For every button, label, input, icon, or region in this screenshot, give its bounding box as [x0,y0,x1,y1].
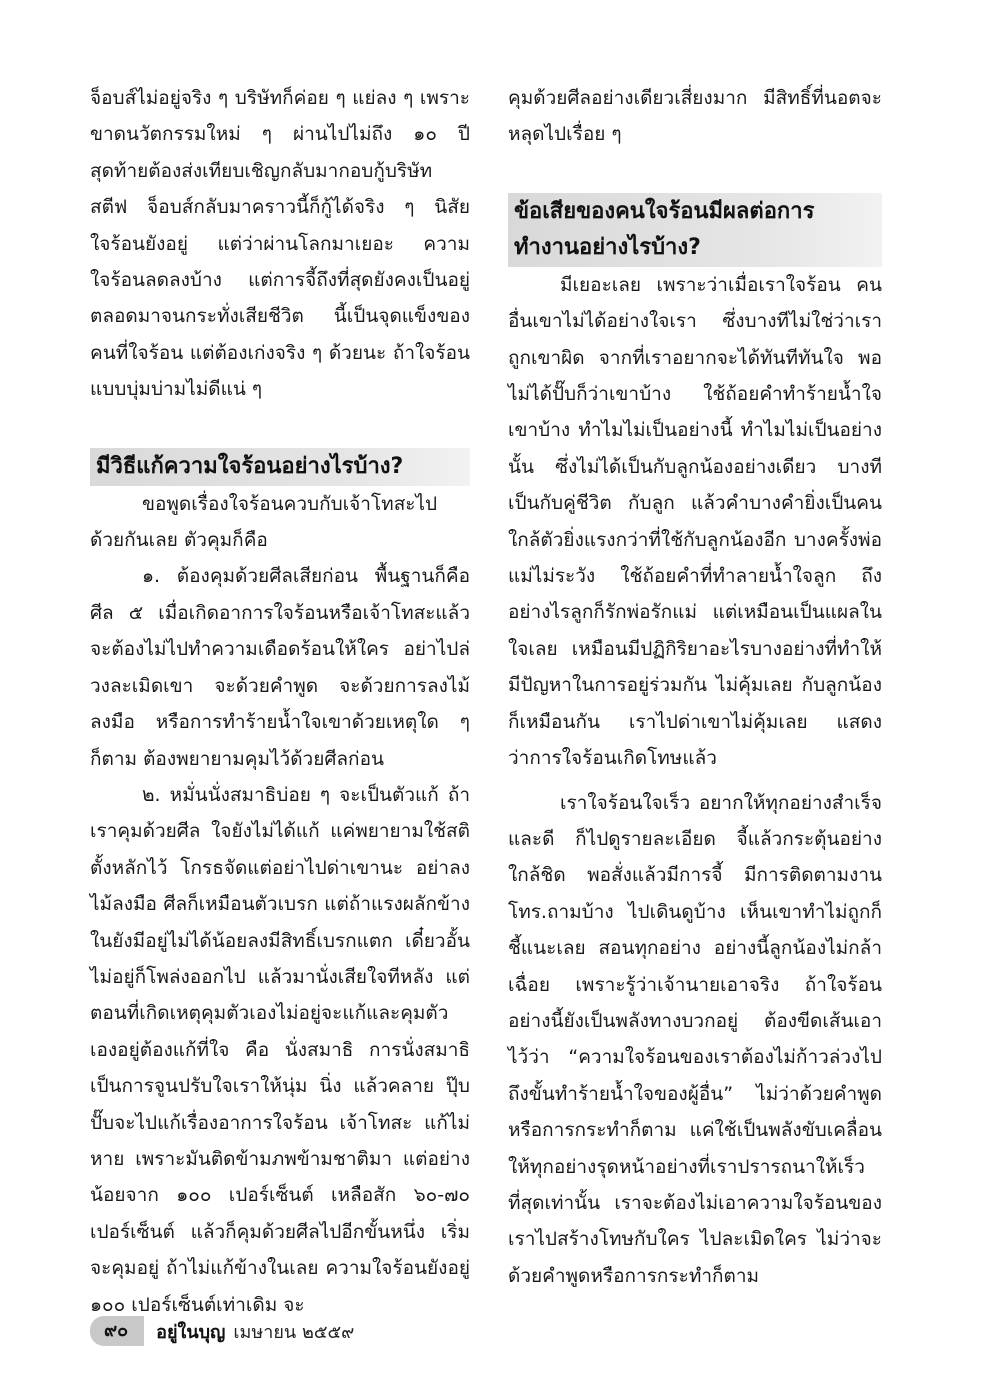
left-paragraph-1: ขอพูดเรื่องใจร้อนควบกับเจ้าโทสะไปด้วยกันเลย ตัวคุมก็คือ [90,492,438,552]
right-section-heading: ข้อเสียของคนใจร้อนมีผลต่อการทำงานอย่างไรบ้าง? [508,193,882,267]
magazine-name: อยู่ในบุญ [156,1321,226,1343]
issue-date: เมษายน ๒๕๕๙ [233,1321,355,1343]
right-paragraph-2: เราใจร้อนใจเร็ว อยากให้ทุกอย่างสำเร็จและดี ก็ไปดูรายละเอียด จี้แล้วกระตุ้นอย่างใกล้ชิด พอสั่งแล้วมีการจี้ มีการติดตามงาน โทร.ถามบ้าง ไปเดินดูบ้าง เห็นเขาทำไม่ถูกก็ชี้แนะเลย สอนทุกอย่าง อย่างนี้ลูกน้องไม่กล้าเฉื่อย เพราะรู้ว่าเจ้านายเอาจริง ถ้าใจร้อนอย่างนี้ยังเป็นพลังทางบวกอยู่ ต้องขีดเส้นเอาไว้ว่า “ความใจร้อนของเราต้องไม่ก้าวล่วงไปถึงขั้นทำร้ายน้ำใจของผู้อื่น” ไม่ว่าด้วยคำพูดหรือการกระทำก็ตาม แค่ใช้เป็นพลังขับเคลื่อนให้ทุกอย่างรุดหน้าอย่างที่เราปรารถนาให้เร็วที่สุดเท่านั้น เราจะต้องไม่เอาความใจร้อนของเราไปสร้างโทษกับใคร ไปละเมิดใคร ไม่ว่าจะด้วยคำพูดหรือการกระทำก็ตาม [508,791,882,1287]
left-intro-paragraph: จ็อบส์ไม่อยู่จริง ๆ บริษัทก็ค่อย ๆ แย่ลง ๆ เพราะขาดนวัตกรรมใหม่ ๆ ผ่านไปไม่ถึง ๑๐ ปี สุดท้ายต้องส่งเทียบเชิญกลับมากอบกู้บริษัท สตีฟ จ็อบส์กลับมาคราวนี้ก็กู้ได้จริง ๆ นิสัยใจร้อนยังอยู่ แต่ว่าผ่านโลกมาเยอะ ความใจร้อนลดลงบ้าง แต่การจี้ถึงที่สุดยังคงเป็นอยู่ตลอดมาจนกระทั่งเสียชีวิต นี้เป็นจุดแข็งของคนที่ใจร้อน แต่ต้องเก่งจริง ๆ ด้วยนะ ถ้าใจร้อนแบบบุ่มบ่ามไม่ดีแน่ ๆ [90,87,470,401]
right-column [508,80,882,1294]
left-section-heading: มีวิธีแก้ความใจร้อนอย่างไรบ้าง? [90,448,470,486]
page-footer [90,1316,354,1346]
left-column [90,80,470,1323]
paragraph-gap [508,777,882,785]
right-paragraph-1: มีเยอะเลย เพราะว่าเมื่อเราใจร้อน คนอื่นเขาไม่ได้อย่างใจเรา ซึ่งบางทีไม่ใช่ว่าเราถูกเขาผิด จากที่เราอยากจะได้ทันทีทันใจ พอไม่ได้ปั๊บก็ว่าเขาบ้าง ใช้ถ้อยคำทำร้ายน้ำใจเขาบ้าง ทำไมไม่เป็นอย่างนี้ ทำไมไม่เป็นอย่างนั้น ซึ่งไม่ได้เป็นกับลูกน้องอย่างเดียว บางทีเป็นกับคู่ชีวิต กับลูก แล้วคำบางคำยิ่งเป็นคนใกล้ตัวยิ่งแรงกว่าที่ใช้กับลูกน้องอีก บางครั้งพ่อแม่ไม่ระวัง ใช้ถ้อยคำที่ทำลายน้ำใจลูก ถึงอย่างไรลูกก็รักพ่อรักแม่ แต่เหมือนเป็นแผลในใจเลย เหมือนมีปฏิกิริยาอะไรบางอย่างที่ทำให้มีปัญหาในการอยู่ร่วมกัน ไม่คุ้มเลย กับลูกน้องก็เหมือนกัน เราไปด่าเขาไม่คุ้มเลย แสดงว่าการใจร้อนเกิดโทษแล้ว [508,273,882,770]
page-number: ๙๐ [90,1316,144,1346]
right-intro-paragraph: คุมด้วยศีลอย่างเดียวเสี่ยงมาก มีสิทธิ์ที่นอตจะหลุดไปเรื่อย ๆ [508,87,882,146]
left-paragraph-2: ๑. ต้องคุมด้วยศีลเสียก่อน พื้นฐานก็คือศีล ๕ เมื่อเกิดอาการใจร้อนหรือเจ้าโทสะแล้วจะต้องไม่ไปทำความเดือดร้อนให้ใคร อย่าไปล่วงละเมิดเขา จะด้วยคำพูด จะด้วยการลงไม้ลงมือ หรือการทำร้ายน้ำใจเขาด้วยเหตุใด ๆ ก็ตาม ต้องพยายามคุมไว้ด้วยศีลก่อน [90,565,470,770]
left-paragraph-3: ๒. หมั่นนั่งสมาธิบ่อย ๆ จะเป็นตัวแก้ ถ้าเราคุมด้วยศีล ใจยังไม่ได้แก้ แค่พยายามใช้สติตั้งหลักไว้ โกรธจัดแต่อย่าไปด่าเขานะ อย่าลงไม้ลงมือ ศีลก็เหมือนตัวเบรก แต่ถ้าแรงผลักข้างในยังมีอยู่ไม่ได้น้อยลงมีสิทธิ์เบรกแตก เดี๋ยวอั้นไม่อยู่ก็โพล่งออกไป แล้วมานั่งเสียใจทีหลัง แต่ตอนที่เกิดเหตุคุมตัวเองไม่อยู่จะแก้และคุมตัวเองอยู่ต้องแก้ที่ใจ คือ นั่งสมาธิ การนั่งสมาธิเป็นการจูนปรับใจเราให้นุ่ม นิ่ง แล้วคลาย ปุ๊บปั๊บจะไปแก้เรื่องอาการใจร้อน เจ้าโทสะ แก้ไม่หาย เพราะมันติดข้ามภพข้ามชาติมา แต่อย่างน้อยจาก ๑๐๐ เปอร์เซ็นต์ เหลือสัก ๖๐-๗๐ เปอร์เซ็นต์ แล้วก็คุมด้วยศีลไปอีกขั้นหนึ่ง เริ่มจะคุมอยู่ ถ้าไม่แก้ข้างในเลย ความใจร้อนยังอยู่ ๑๐๐ เปอร์เซ็นต์เท่าเดิม จะ [90,783,470,1316]
